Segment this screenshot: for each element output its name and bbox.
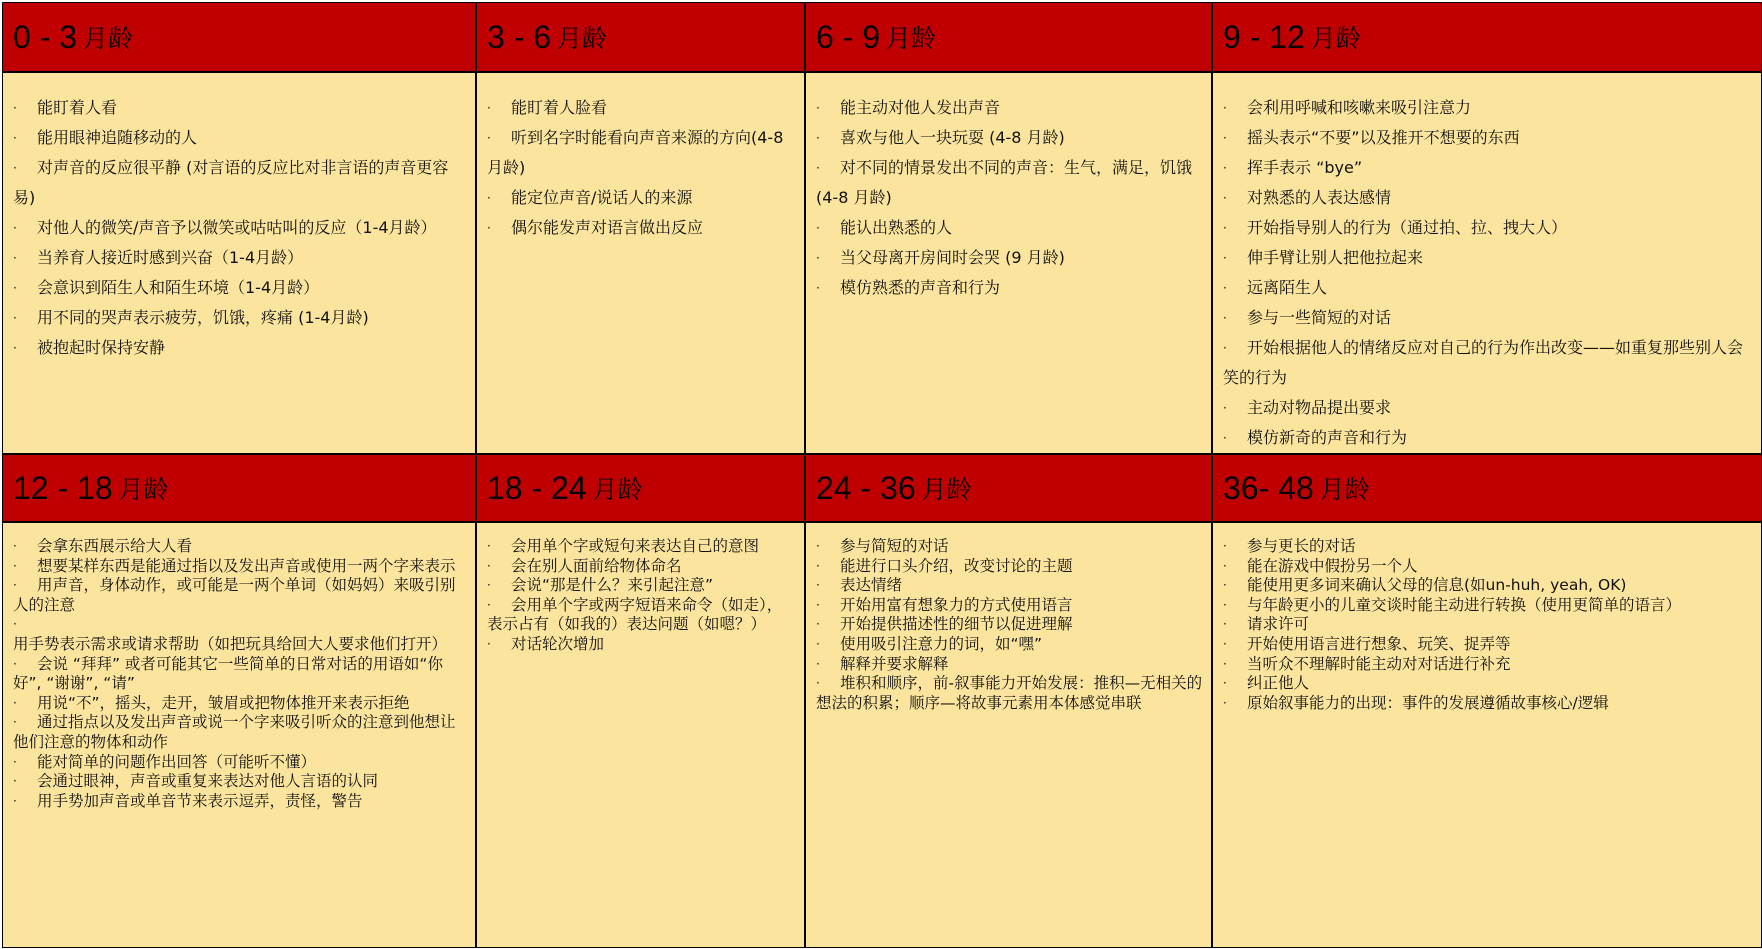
age-unit: 月龄 [557, 24, 608, 53]
bullet-icon: · [13, 341, 17, 355]
age-header [806, 455, 1211, 521]
bullet-icon: · [13, 715, 17, 730]
bullet-icon: · [1223, 597, 1227, 612]
list-item [487, 213, 796, 243]
list-item [1223, 303, 1753, 333]
age-header [806, 3, 1211, 71]
milestone-text: 参与一些简短的对话 [1247, 308, 1392, 327]
milestone-text: 听到名字时能看向声音来源的方向(4-8月龄) [487, 128, 784, 177]
milestone-text: 能对简单的问题作出回答（可能听不懂） [37, 752, 317, 771]
list-item [13, 576, 467, 615]
bullet-icon: · [816, 101, 820, 115]
age-header [3, 3, 475, 71]
bullet-icon: · [13, 281, 17, 295]
bullet-icon: · [1223, 191, 1227, 205]
bullet-icon: · [13, 539, 17, 553]
age-range: 36- 48 [1223, 469, 1314, 506]
list-item [13, 273, 467, 303]
milestone-text: 与年龄更小的儿童交谈时能主动进行转换（使用更简单的语言） [1247, 595, 1682, 614]
list-item [13, 333, 467, 363]
bullet-icon: · [13, 558, 17, 573]
bullet-icon: · [13, 793, 17, 808]
milestone-text: 原始叙事能力的出现：事件的发展遵循故事核心/逻辑 [1247, 693, 1609, 712]
milestone-text: 开始提供描述性的细节以促进理解 [840, 615, 1073, 634]
milestone-text: 偶尔能发声对语言做出反应 [511, 218, 704, 237]
milestone-cell [806, 523, 1211, 947]
bullet-icon: · [816, 656, 820, 671]
milestone-cell [477, 73, 804, 453]
bullet-icon: · [13, 311, 17, 325]
bullet-icon: · [1223, 539, 1227, 553]
milestone-text: 能定位声音/说话人的来源 [511, 188, 693, 207]
milestone-text: 开始使用语言进行想象、玩笑、捉弄等 [1247, 634, 1511, 653]
milestone-text: 解释并要求解释 [840, 654, 949, 673]
bullet-icon: · [13, 578, 17, 593]
list-item [816, 596, 1203, 616]
milestone-list [806, 73, 1211, 303]
milestone-text: 能主动对他人发出声音 [840, 98, 1001, 117]
list-item [1223, 557, 1753, 577]
bullet-icon: · [816, 251, 820, 265]
bullet-icon: · [487, 101, 491, 115]
milestone-text: 想要某样东西是能通过指以及发出声音或使用一两个字来表示 [37, 556, 456, 575]
list-item [13, 557, 467, 577]
bullet-icon: · [13, 695, 17, 710]
age-unit: 月龄 [118, 475, 169, 504]
milestone-text: 能盯着人脸看 [511, 98, 608, 117]
list-item [13, 713, 467, 752]
bullet-icon: · [816, 558, 820, 573]
list-item [1223, 596, 1753, 616]
milestone-table [2, 2, 1762, 948]
age-range: 18 - 24 [487, 469, 587, 506]
bullet-icon: · [1223, 656, 1227, 671]
milestone-text: 会意识到陌生人和陌生环境（1-4月龄） [37, 278, 320, 297]
list-item [816, 273, 1203, 303]
age-range: 24 - 36 [816, 469, 916, 506]
list-item [1223, 213, 1753, 243]
age-range: 12 - 18 [13, 469, 113, 506]
list-item [1223, 537, 1753, 557]
bullet-icon: · [1223, 676, 1227, 691]
list-item [1223, 674, 1753, 694]
list-item [1223, 615, 1753, 635]
milestone-text: 开始指导别人的行为（通过拍、拉、拽大人） [1247, 218, 1568, 237]
list-item [1223, 576, 1753, 596]
list-item [487, 635, 796, 655]
list-item [487, 576, 796, 596]
bullet-icon: · [1223, 161, 1227, 175]
list-item [13, 153, 467, 213]
age-unit: 月龄 [592, 475, 643, 504]
list-item [1223, 123, 1753, 153]
list-item [13, 772, 467, 792]
milestone-text: 会说 “拜拜” 或者可能其它一些简单的日常对话的用语如“你好”, “谢谢”, “请” [13, 654, 443, 693]
bullet-icon: · [816, 676, 820, 691]
milestone-text: 主动对物品提出要求 [1247, 398, 1392, 417]
milestone-text: 能在游戏中假扮另一个人 [1247, 556, 1418, 575]
bullet-icon: · [1223, 636, 1227, 651]
list-item [1223, 333, 1753, 393]
age-header [1213, 455, 1761, 521]
milestone-text: 纠正他人 [1247, 674, 1310, 693]
milestone-text: 当听众不理解时能主动对对话进行补充 [1247, 654, 1511, 673]
milestone-list [477, 523, 804, 655]
milestone-text: 会利用呼喊和咳嗽来吸引注意力 [1247, 98, 1472, 117]
bullet-icon: · [816, 636, 820, 651]
bullet-icon: · [487, 221, 491, 235]
bullet-icon: · [1223, 251, 1227, 265]
milestone-cell [1213, 73, 1761, 453]
list-item [816, 674, 1203, 713]
list-item [1223, 635, 1753, 655]
bullet-icon: · [13, 774, 17, 789]
list-item [487, 557, 796, 577]
bullet-icon: · [816, 281, 820, 295]
milestone-text: 表达情绪 [840, 576, 903, 595]
age-range: 9 - 12 [1223, 18, 1305, 55]
list-item [13, 93, 467, 123]
bullet-icon: · [13, 101, 17, 115]
bullet-icon: · [487, 578, 491, 593]
bullet-icon: · [816, 161, 820, 175]
milestone-text: 摇头表示“不要”以及推开不想要的东西 [1247, 128, 1520, 147]
milestone-list [477, 73, 804, 243]
age-range: 0 - 3 [13, 18, 78, 55]
milestone-list [1213, 523, 1761, 713]
milestone-list [3, 73, 475, 363]
milestone-text: 远离陌生人 [1247, 278, 1328, 297]
bullet-icon: · [13, 161, 17, 175]
bullet-icon: · [13, 617, 17, 632]
bullet-icon: · [1223, 431, 1227, 445]
bullet-icon: · [816, 597, 820, 612]
bullet-icon: · [816, 617, 820, 632]
bullet-icon: · [816, 221, 820, 235]
bullet-icon: · [1223, 341, 1227, 355]
bullet-icon: · [13, 656, 17, 671]
list-item [816, 537, 1203, 557]
milestone-text: 用声音，身体动作，或可能是一两个单词（如妈妈）来吸引别人的注意 [13, 576, 456, 614]
bullet-icon: · [13, 131, 17, 145]
list-item [487, 183, 796, 213]
milestone-text: 能盯着人看 [37, 98, 118, 117]
age-unit: 月龄 [1310, 24, 1361, 53]
milestone-text: 使用吸引注意力的词，如“嘿” [840, 634, 1043, 653]
list-item [816, 213, 1203, 243]
list-item [1223, 93, 1753, 123]
bullet-icon: · [487, 636, 491, 651]
milestone-text: 会在别人面前给物体命名 [511, 556, 682, 575]
milestone-text: 用说“不”，摇头，走开，皱眉或把物体推开来表示拒绝 [37, 693, 410, 712]
milestone-cell [3, 73, 475, 453]
list-item [487, 123, 796, 183]
age-header [1213, 3, 1761, 71]
milestone-text: 会说“那是什么？来引起注意” [511, 576, 714, 595]
bullet-icon: · [13, 251, 17, 265]
milestone-text: 伸手臂让别人把他拉起来 [1247, 248, 1424, 267]
milestone-text: 请求许可 [1247, 615, 1310, 634]
list-item [1223, 153, 1753, 183]
age-unit: 月龄 [886, 24, 937, 53]
list-item [816, 576, 1203, 596]
bullet-icon: · [1223, 281, 1227, 295]
milestone-text: 会通过眼神，声音或重复来表达对他人言语的认同 [37, 772, 379, 791]
milestone-text: 会拿东西展示给大人看 [37, 537, 193, 555]
list-item [13, 243, 467, 273]
bullet-icon: · [487, 597, 491, 612]
age-range: 6 - 9 [816, 18, 881, 55]
list-item [487, 596, 796, 635]
milestone-cell [806, 73, 1211, 453]
milestone-cell [1213, 523, 1761, 947]
list-item [816, 635, 1203, 655]
bullet-icon: · [13, 754, 17, 769]
age-range: 3 - 6 [487, 18, 552, 55]
age-header [477, 455, 804, 521]
bullet-icon: · [487, 191, 491, 205]
age-unit: 月龄 [1319, 475, 1370, 504]
milestone-text: 对他人的微笑/声音予以微笑或咕咕叫的反应（1-4月龄） [37, 218, 437, 237]
milestone-text: 能进行口头介绍，改变讨论的主题 [840, 556, 1073, 575]
bullet-icon: · [1223, 558, 1227, 573]
milestone-text: 参与更长的对话 [1247, 537, 1356, 555]
list-item [13, 537, 467, 557]
bullet-icon: · [1223, 617, 1227, 632]
milestone-text: 模仿熟悉的声音和行为 [840, 278, 1001, 297]
bullet-icon: · [487, 131, 491, 145]
list-item [13, 213, 467, 243]
milestone-text: 用手势加声音或单音节来表示逗弄，责怪，警告 [37, 791, 363, 810]
milestone-text: 能用眼神追随移动的人 [37, 128, 198, 147]
list-item [487, 93, 796, 123]
list-item [13, 694, 467, 714]
age-unit: 月龄 [921, 475, 972, 504]
age-header [3, 455, 475, 521]
milestone-text: 当养育人接近时感到兴奋（1-4月龄） [37, 248, 304, 267]
bullet-icon: · [816, 131, 820, 145]
bullet-icon: · [1223, 221, 1227, 235]
list-item [13, 655, 467, 694]
milestone-text: 能认出熟悉的人 [840, 218, 953, 237]
milestone-text: 能使用更多词来确认父母的信息(如un-huh, yeah, OK) [1247, 576, 1627, 595]
bullet-icon: · [816, 578, 820, 593]
list-item [1223, 694, 1753, 714]
milestone-text: 挥手表示 “bye” [1247, 158, 1363, 177]
bullet-icon: · [487, 558, 491, 573]
list-item [816, 153, 1203, 213]
bullet-icon: · [1223, 401, 1227, 415]
milestone-list [806, 523, 1211, 713]
bullet-icon: · [1223, 695, 1227, 710]
milestone-text: 开始根据他人的情绪反应对自己的行为作出改变——如重复那些别人会笑的行为 [1223, 338, 1744, 387]
milestone-list [1213, 73, 1761, 453]
list-item [1223, 393, 1753, 423]
milestone-cell [3, 523, 475, 947]
milestone-text: 被抱起时保持安静 [37, 338, 166, 357]
list-item [13, 123, 467, 153]
bullet-icon: · [487, 539, 491, 553]
list-item [816, 93, 1203, 123]
list-item [816, 615, 1203, 635]
milestone-text: 参与简短的对话 [840, 537, 949, 555]
milestone-list [3, 523, 475, 811]
list-item [13, 753, 467, 773]
bullet-icon: · [1223, 311, 1227, 325]
milestone-text: 对声音的反应很平静 (对言语的反应比对非言语的声音更容易) [13, 158, 449, 207]
age-header [477, 3, 804, 71]
list-item [1223, 183, 1753, 213]
list-item [1223, 423, 1753, 453]
list-item [816, 123, 1203, 153]
bullet-icon: · [816, 539, 820, 553]
list-item [13, 615, 467, 654]
milestone-cell [477, 523, 804, 947]
list-item [816, 655, 1203, 675]
list-item [816, 243, 1203, 273]
bullet-icon: · [13, 221, 17, 235]
list-item [816, 557, 1203, 577]
milestone-text: 用手势表示需求或请求帮助（如把玩具给回大人要求他们打开） [13, 634, 448, 653]
list-item [13, 303, 467, 333]
list-item [1223, 243, 1753, 273]
list-item [1223, 273, 1753, 303]
list-item [487, 537, 796, 557]
milestone-text: 对话轮次增加 [511, 634, 605, 653]
age-unit: 月龄 [83, 24, 134, 53]
milestone-text: 对不同的情景发出不同的声音：生气，满足，饥饿 (4-8 月龄) [816, 158, 1193, 207]
milestone-text: 会用单个字或两字短语来命令（如走），表示占有（如我的）表达问题（如嗯？） [487, 595, 783, 634]
milestone-text: 对熟悉的人表达感情 [1247, 188, 1392, 207]
milestone-text: 当父母离开房间时会哭 (9 月龄) [840, 248, 1065, 267]
list-item [13, 792, 467, 812]
milestone-text: 模仿新奇的声音和行为 [1247, 428, 1408, 447]
milestone-text: 喜欢与他人一块玩耍 (4-8 月龄) [840, 128, 1065, 147]
bullet-icon: · [1223, 578, 1227, 593]
milestone-text: 会用单个字或短句来表达自己的意图 [511, 537, 760, 555]
bullet-icon: · [1223, 101, 1227, 115]
milestone-text: 开始用富有想象力的方式使用语言 [840, 595, 1073, 614]
milestone-text: 通过指点以及发出声音或说一个字来吸引听众的注意到他想让他们注意的物体和动作 [13, 713, 456, 751]
milestone-text: 用不同的哭声表示疲劳，饥饿，疼痛 (1-4月龄) [37, 308, 369, 327]
milestone-text: 堆积和顺序，前-叙事能力开始发展：推积—无相关的想法的积累；顺序—将故事元素用本体感觉串联 [816, 674, 1203, 712]
list-item [1223, 655, 1753, 675]
bullet-icon: · [1223, 131, 1227, 145]
